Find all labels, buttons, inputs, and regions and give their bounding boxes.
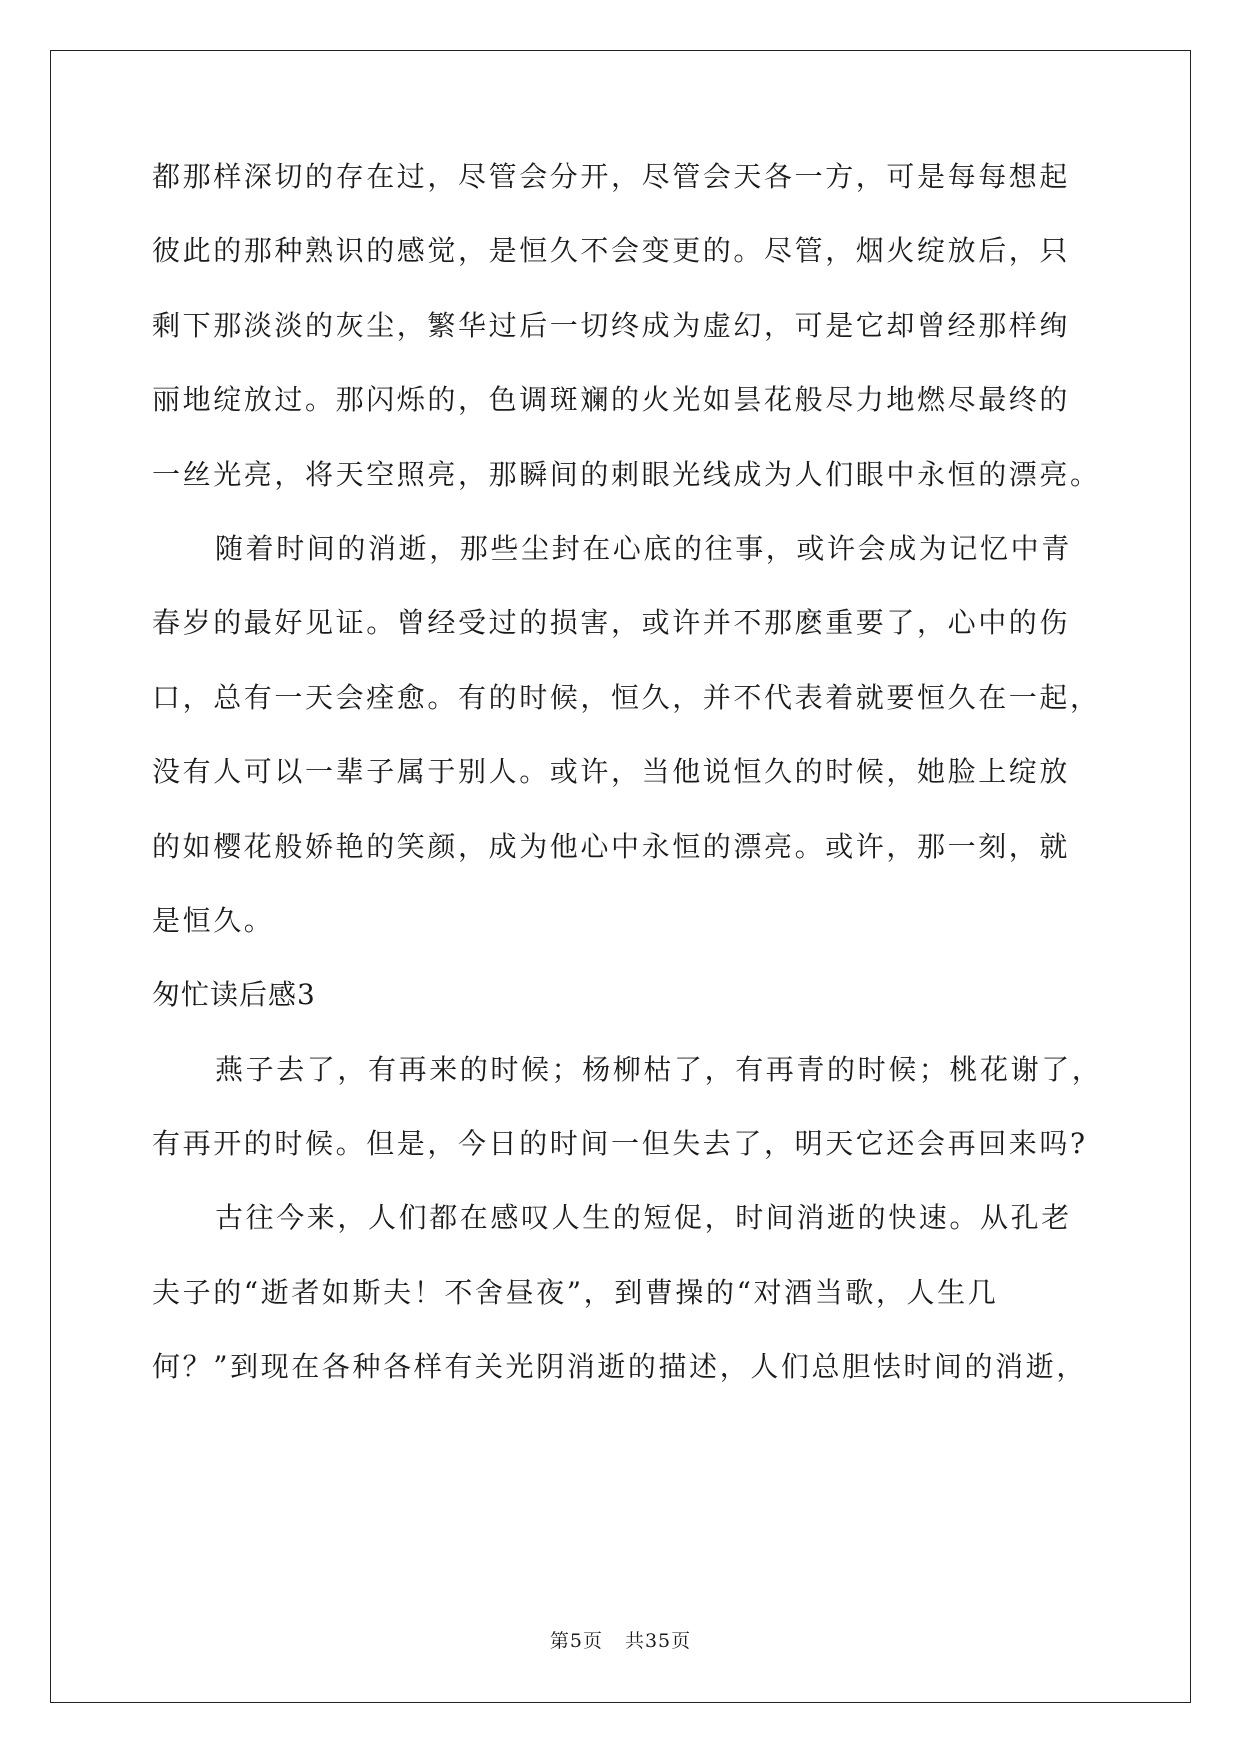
paragraph-first-line: 燕子去了，有再来的时候；杨柳枯了，有再青的时候；桃花谢了， [215,1052,1103,1086]
text-line: 一丝光亮，将天空照亮，那瞬间的刺眼光线成为人们眼中永恒的漂亮。 [152,457,1101,491]
text-line: 是恒久。 [152,903,275,937]
paragraph-first-line: 古往今来，人们都在感叹人生的短促，时间消逝的快速。从孔老 [215,1201,1072,1235]
text-line: 都那样深切的存在过，尽管会分开，尽管会天各一方，可是每每想起 [152,160,1071,193]
document-body [152,160,1103,1428]
text-line: 没有人可以一辈子属于别人。或许，当他说恒久的时候，她脸上绽放 [152,755,1071,789]
page-total: 共35页 [624,1630,692,1652]
section-heading: 匆忙读后感3 [152,978,316,1012]
paragraph-first-line: 随着时间的消逝，那些尘封在心底的往事，或许会成为记忆中青 [215,531,1072,565]
page-number: 第5页 [549,1630,603,1652]
text-line: 剩下那淡淡的灰尘，繁华过后一切终成为虚幻，可是它却曾经那样绚 [152,308,1071,342]
text-line: 何？”到现在各种各样有关光阴消逝的描述，人们总胆怯时间的消逝， [152,1350,1087,1384]
text-line: 口，总有一天会痊愈。有的时候，恒久，并不代表着就要恒久在一起， [152,680,1101,714]
text-line: 的如樱花般娇艳的笑颜，成为他心中永恒的漂亮。或许，那一刻，就 [152,829,1071,863]
text-line: 夫子的“逝者如斯夫！不舍昼夜”，到曹操的“对酒当歌，人生几 [152,1275,999,1309]
text-line: 春岁的最好见证。曾经受过的损害，或许并不那麽重要了，心中的伤 [152,606,1071,640]
text-line: 有再开的时候。但是，今日的时间一但失去了，明天它还会再回来吗? [152,1127,1088,1161]
text-line: 彼此的那种熟识的感觉，是恒久不会变更的。尽管，烟火绽放后，只 [152,234,1071,268]
text-line: 丽地绽放过。那闪烁的，色调斑斓的火光如昙花般尽力地燃尽最终的 [152,383,1071,417]
page-footer [0,1630,1241,1652]
